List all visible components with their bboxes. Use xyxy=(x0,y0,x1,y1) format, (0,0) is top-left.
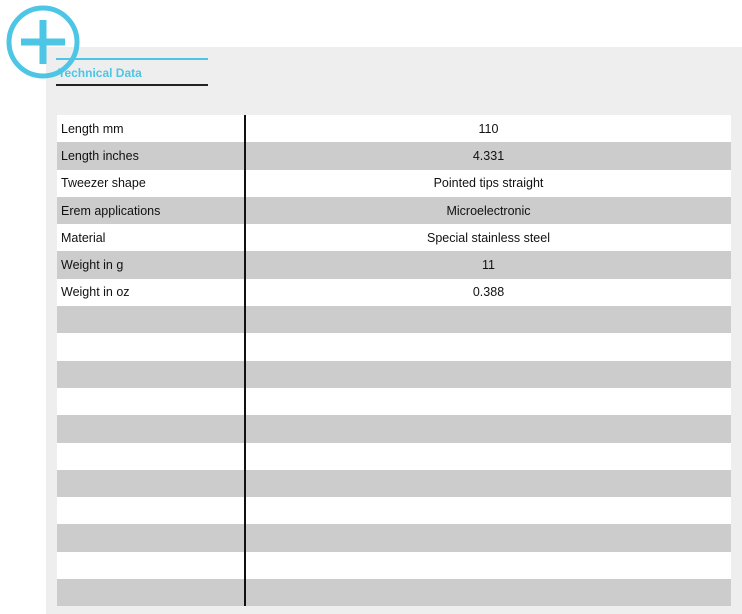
table-row xyxy=(57,470,731,497)
row-label: Weight in oz xyxy=(57,279,246,306)
table-row xyxy=(57,142,731,169)
row-value xyxy=(246,524,731,551)
table-row xyxy=(57,552,731,579)
row-value: 110 xyxy=(478,121,499,136)
table-row xyxy=(57,388,731,415)
row-value: 0.388 xyxy=(472,285,505,300)
row-value xyxy=(246,306,731,333)
row-label xyxy=(57,388,246,415)
row-label: Tweezer shape xyxy=(57,170,246,197)
row-value xyxy=(246,470,731,497)
row-label: Length mm xyxy=(57,115,246,142)
tab-technical-data[interactable] xyxy=(56,58,208,86)
row-value: Pointed tips straight xyxy=(433,176,544,191)
row-value xyxy=(246,333,731,360)
table-row xyxy=(57,443,731,470)
table-row xyxy=(57,524,731,551)
row-label: Erem applications xyxy=(57,197,246,224)
row-label xyxy=(57,306,246,333)
row-value xyxy=(246,415,731,442)
row-label xyxy=(57,524,246,551)
table-row xyxy=(57,251,731,278)
table-row xyxy=(57,115,731,142)
row-label xyxy=(57,443,246,470)
row-label xyxy=(57,552,246,579)
table-row xyxy=(57,361,731,388)
table-row xyxy=(57,170,731,197)
row-value xyxy=(246,443,731,470)
row-value: Special stainless steel xyxy=(427,230,550,245)
row-value xyxy=(246,579,731,606)
row-label: Material xyxy=(57,224,246,251)
table-row xyxy=(57,497,731,524)
row-label: Length inches xyxy=(57,142,246,169)
row-value xyxy=(246,361,731,388)
table-row xyxy=(57,197,731,224)
table-row xyxy=(57,333,731,360)
row-value: 4.331 xyxy=(472,148,505,163)
table-row xyxy=(57,415,731,442)
row-label: Weight in g xyxy=(57,251,246,278)
row-value: 11 xyxy=(482,258,495,273)
row-label xyxy=(57,361,246,388)
table-row xyxy=(57,579,731,606)
tab-label: Technical Data xyxy=(58,66,142,80)
row-value xyxy=(246,388,731,415)
technical-data-table xyxy=(57,115,731,606)
row-label xyxy=(57,415,246,442)
table-row xyxy=(57,279,731,306)
row-value xyxy=(246,497,731,524)
table-row xyxy=(57,306,731,333)
row-value xyxy=(246,552,731,579)
row-label xyxy=(57,497,246,524)
row-value: Microelectronic xyxy=(446,203,531,218)
table-row xyxy=(57,224,731,251)
row-label xyxy=(57,333,246,360)
row-label xyxy=(57,470,246,497)
row-label xyxy=(57,579,246,606)
